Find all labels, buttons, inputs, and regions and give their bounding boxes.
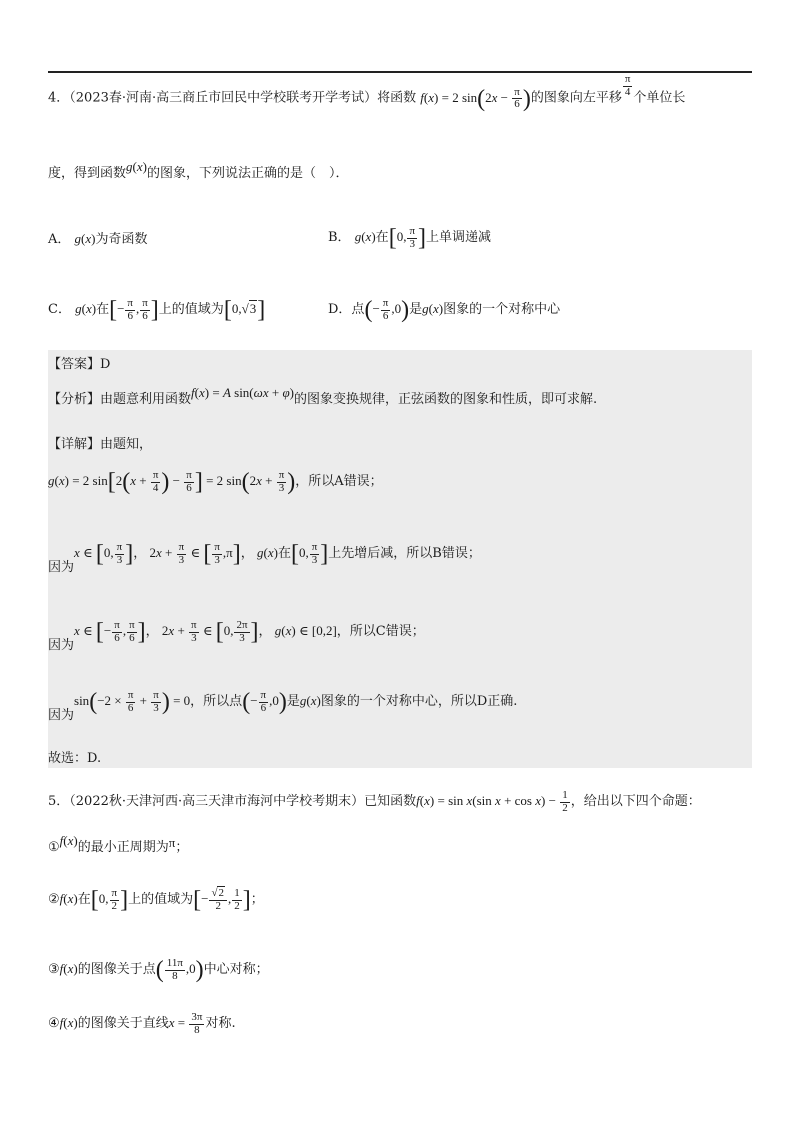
option-text: 在 [96,302,110,318]
step-text: 因为 [48,638,75,654]
detail-line: 【详解】由题知， [48,437,153,452]
gx-derivation-formula: g(x) = 2 sin[2(x + $\frac{\pi}{4}$ ) − $\frac{\pi}{6}$ ] = 2 sin(2x + $\frac{\pi}{3}$ ) [48,469,296,496]
proposition-text: 对称. [205,1016,236,1032]
q5-line-1 [48,790,701,814]
step-text: ，所以C错误； [336,624,425,640]
option-text: 为奇函数 [95,232,148,247]
final-choice: 故选：D. [48,751,102,766]
range-formula: [− $\frac{√2}{2}$ , $\frac{1}{2}$ ] [193,887,251,914]
option-b [328,226,491,250]
q4-shift-fraction: $\frac{\pi}{4}$ [624,73,631,98]
proposition-text: ； [250,892,264,908]
q4-text: 个单位长 [633,90,686,106]
fx-symbol: f(x) [59,1015,78,1031]
step3-formula: x ∈ [− $\frac{\pi}{6}$ , $\frac{\pi}{6}$ ]， 2x + $\frac{\pi}{3}$ ∈ [0, $\frac{2\pi}{3}$ ]， g(x) ∈ [0,2] [74,619,337,646]
step-1 [48,470,383,494]
step-text: ，所以点 [190,694,243,710]
step-text: 图象的一个对称中心，所以D正确. [320,694,518,710]
point-formula: ( $\frac{11\pi}{8}$ ,0) [155,957,204,984]
q4-text: 的图象向左平移 [530,90,622,106]
option-text: 是 [409,302,423,318]
q4-line-2 [48,159,349,181]
proposition-text: 中心对称； [203,962,269,978]
option-text: 上的值域为 [158,302,224,318]
top-rule [48,71,752,73]
option-text: 上单调递减 [426,230,492,246]
step-text: 在 [277,546,291,562]
fx-symbol: f(x) [59,961,78,977]
step-text: 上先增后减，所以B错误； [328,546,481,562]
step-4 [48,689,518,724]
proposition-marker: ③ [48,962,60,978]
q4-function-formula: f(x) = 2 sin(2x − $\frac{\pi}{6}$ ) [420,85,531,112]
step-text: 是 [286,694,300,710]
q5-text: 已知函数 [364,794,417,810]
option-label: C． [48,302,71,318]
proposition-text: 在 [77,892,91,908]
step-text: ，所以A错误； [295,474,383,490]
q4-text: 的图象，下列说法正确的是（ ）． [146,166,349,181]
analysis-line [48,385,598,407]
step-text: 因为 [48,560,75,576]
option-c [48,298,265,322]
answer-line: 【答案】D [48,357,111,372]
point-formula: (− $\frac{\pi}{6}$ ,0) [242,689,287,716]
gx-symbol: g(x) [75,301,97,317]
proposition-1 [48,833,189,855]
question-source: （2023春·河南·高三商丘市回民中学校联考开学考试） [69,90,378,106]
question-number: 4． [48,90,70,106]
fx-symbol: f(x) [59,833,78,848]
step2-formula: x ∈ [0, $\frac{\pi}{3}$ ]， 2x + $\frac{\pi}{3}$ ∈ [ $\frac{\pi}{3}$ ,π]， g(x) [74,541,278,568]
proposition-marker: ② [48,892,60,908]
question-source: （2022秋·天津河西·高三天津市海河中学校考期末） [69,794,365,810]
question-number: 5． [48,794,70,810]
step-2 [48,541,481,576]
step4-formula: sin(−2 × $\frac{\pi}{6}$ + $\frac{\pi}{3}$ ) = 0 [74,689,191,716]
option-label: B． [328,230,351,246]
interval-formula: [0, $\frac{\pi}{2}$ ] [90,887,129,914]
step-text: 因为 [48,708,75,724]
gx-symbol: g(x) [126,159,147,174]
interval-formula: [0, $\frac{\pi}{3}$ ] [290,541,329,568]
fx-symbol: f(x) [59,891,78,907]
point-formula: (− $\frac{\pi}{6}$ ,0) [364,297,410,324]
option-text: 图象的一个对称中心 [443,302,561,318]
option-text: 在 [375,230,389,246]
option-a [48,232,148,246]
step-3 [48,619,425,654]
analysis-text: 【分析】由题意利用函数 [48,392,192,407]
proposition-3 [48,958,269,982]
interval-formula: [0, $\frac{\pi}{3}$ ] [388,225,426,252]
proposition-4 [48,1012,236,1036]
proposition-text: 的最小正周期为 [77,840,169,855]
gx-symbol: g(x) [422,301,444,317]
proposition-text: 上的值域为 [128,892,194,908]
gx-symbol: g(x) [74,231,96,246]
option-d [328,298,560,322]
q4-line-1 [48,73,686,112]
proposition-marker: ④ [48,1016,60,1032]
proposition-2 [48,888,264,912]
option-label: A． [48,232,71,247]
proposition-text: 的图像关于点 [77,962,156,978]
q5-function-formula: f(x) = sin x(sin x + cos x) − $\frac{1}{2}$ [416,789,568,814]
gx-symbol: g(x) [299,693,321,709]
proposition-text: ； [175,840,189,855]
interval-formula: [− $\frac{\pi}{6}$ , $\frac{\pi}{6}$ ] [109,297,159,324]
gx-symbol: g(x) [354,229,376,245]
proposition-text: 的图像关于直线 [77,1016,169,1032]
line-formula: x = $\frac{3\pi}{8}$ [168,1011,203,1036]
general-sine-formula: f(x) = A sin(ωx + φ) [191,385,294,400]
analysis-text: 的图象变换规律，正弦函数的图象和性质，即可求解. [293,392,598,407]
pi-symbol: π [168,835,176,850]
q4-text: 度，得到函数 [48,166,127,181]
proposition-marker: ① [48,840,60,855]
range-formula: [0,√3] [223,297,266,324]
option-label: D．点 [328,302,365,318]
q5-text: ，给出以下四个命题： [570,794,701,810]
q4-text: 将函数 [377,90,417,106]
